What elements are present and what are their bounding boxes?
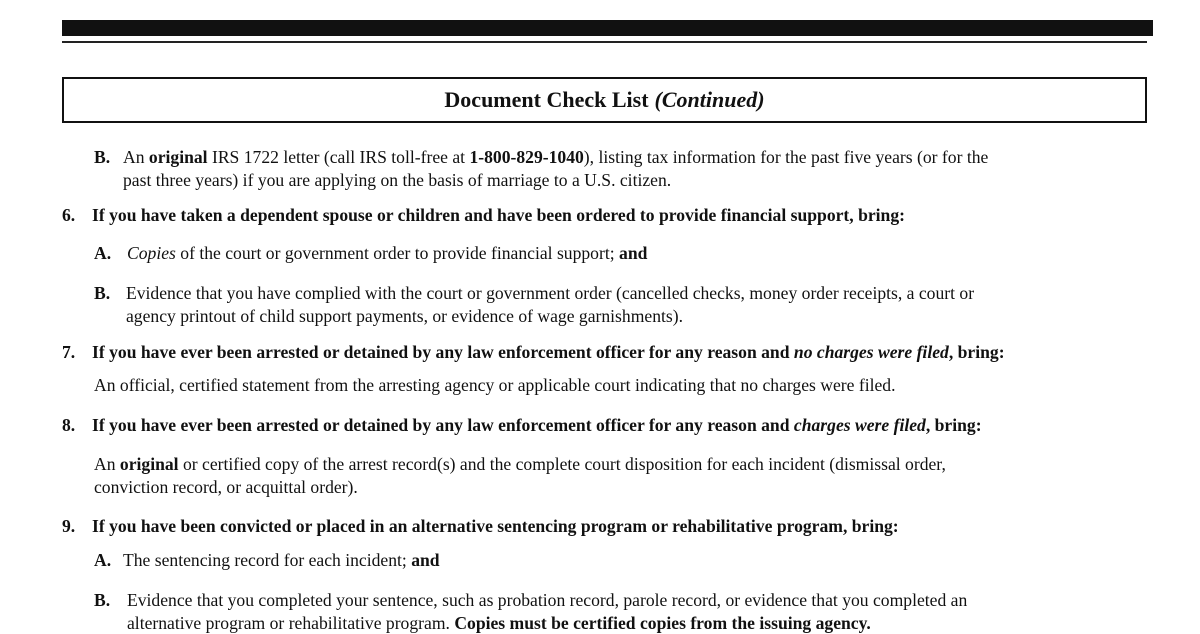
item-9b-label: B. [94,590,111,610]
item-8-heading-pre: If you have ever been arrested or detained by any law enforcement officer for any reason and [92,415,794,435]
item-8-heading-post: , bring: [925,415,982,435]
item-9b-line-2 [127,612,871,634]
item-6a-text [127,242,647,264]
item-9b-certified-note: Copies must be certified copies from the issuing agency. [454,613,871,633]
item-9-heading: If you have been convicted or placed in an alternative sentencing program or rehabilitative program, bring: [92,516,899,536]
item-6b-line-1: Evidence that you have complied with the court or government order (cancelled checks, money order receipts, a court or [126,283,975,303]
item-8-original: original [119,454,179,474]
section-title: Document Check List [444,87,649,112]
item-7-heading [92,341,1005,363]
item-8-heading [92,414,982,436]
item-b-line-1 [123,146,988,168]
item-8-text-pre: An [94,454,120,474]
item-9b-line-1: Evidence that you completed your sentence, such as probation record, parole record, or evidence that you completed an [127,590,968,610]
item-6a-body: of the court or government order to provide financial support; [175,243,620,263]
item-6b-label: B. [94,283,111,303]
item-6a-and: and [619,243,648,263]
item-6-number: 6. [62,205,76,225]
item-b-text-pre: An [123,147,149,167]
item-b-text-mid: IRS 1722 letter (call IRS toll-free at [207,147,470,167]
item-7-heading-italic: no charges were filed [793,342,949,362]
item-9a-and: and [411,550,440,570]
header-thick-rule [62,20,1153,36]
header-thin-rule [62,41,1147,43]
item-b-label: B. [94,147,111,167]
item-6a-copies: Copies [127,243,176,263]
section-title-box [62,77,1147,123]
item-8-heading-italic: charges were filed [793,415,926,435]
item-7-heading-post: , bring: [948,342,1005,362]
item-7-heading-pre: If you have ever been arrested or detained by any law enforcement officer for any reason and [92,342,794,362]
item-7-number: 7. [62,342,76,362]
item-8-number: 8. [62,415,76,435]
item-9a-text [123,549,440,571]
item-b-original: original [148,147,208,167]
item-b-phone: 1-800-829-1040 [469,147,584,167]
item-7-text: An official, certified statement from the arresting agency or applicable court indicating that no charges were filed. [94,375,896,395]
item-9-number: 9. [62,516,76,536]
item-6-heading: If you have taken a dependent spouse or children and have been ordered to provide financial support, bring: [92,205,905,225]
item-9a-label: A. [94,550,112,570]
item-6b-line-2: agency printout of child support payments, or evidence of wage garnishments). [126,306,683,326]
item-8-line-1 [94,453,946,475]
section-title-suffix: (Continued) [654,87,765,112]
item-8-line-2: conviction record, or acquittal order). [94,477,358,497]
item-b-text-post: ), listing tax information for the past five years (or for the [583,147,989,167]
item-b-line-2: past three years) if you are applying on the basis of marriage to a U.S. citizen. [123,170,672,190]
item-6a-label: A. [94,243,112,263]
item-9a-body: The sentencing record for each incident; [123,550,412,570]
item-9b-text-pre: alternative program or rehabilitative program. [127,613,455,633]
item-8-text-post: or certified copy of the arrest record(s) and the complete court disposition for each incident (dismissal order, [178,454,946,474]
